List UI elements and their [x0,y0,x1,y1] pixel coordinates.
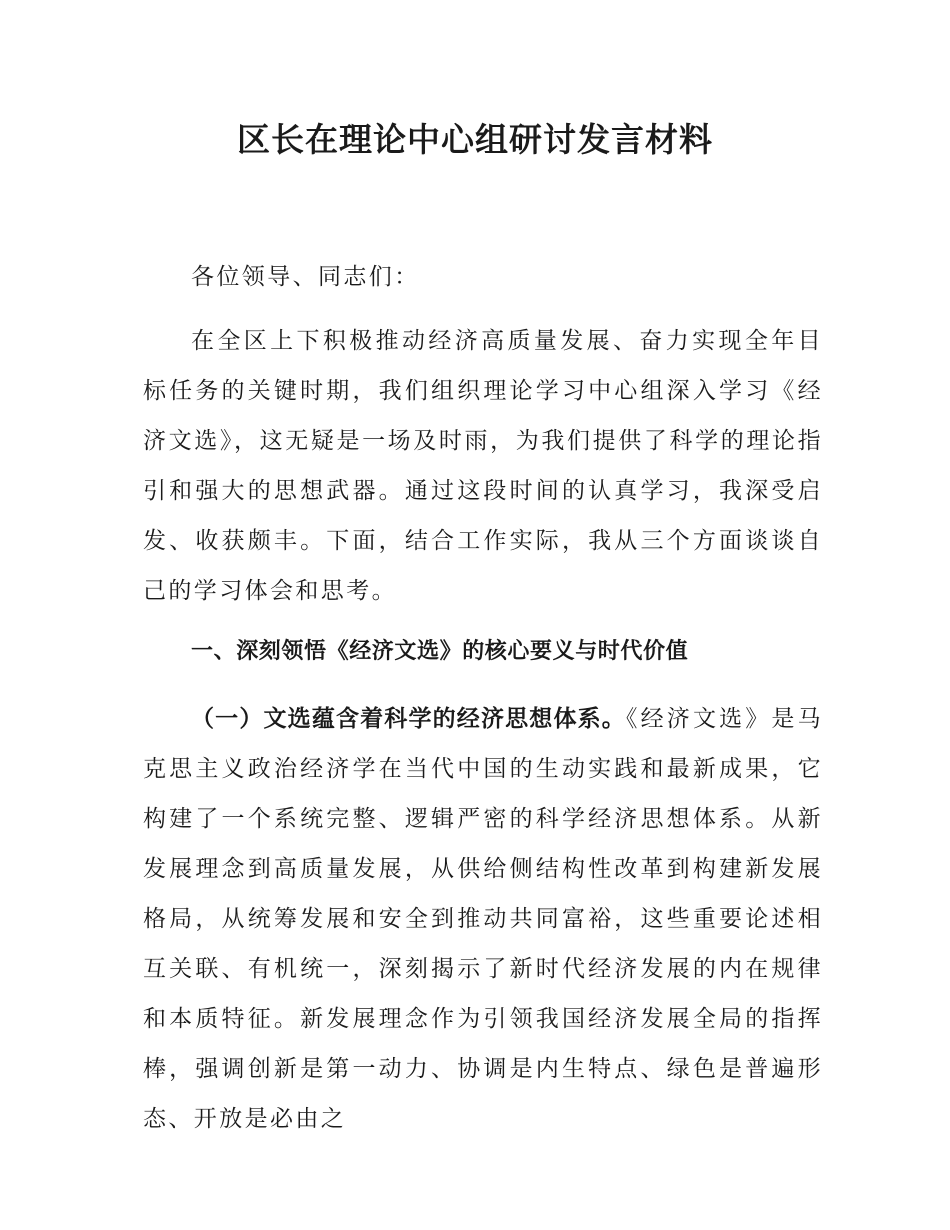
subsection-paragraph-1 [143,694,823,1144]
salutation: 各位领导、同志们： [191,264,420,290]
subsection-heading-1: （一）文选蕴含着科学的经济思想体系。 [191,706,626,732]
document-title: 区长在理论中心组研讨发言材料 [237,120,713,159]
intro-paragraph: 在全区上下积极推动经济高质量发展、奋力实现全年目标任务的关键时期，我们组织理论学习中心组深入学习《经济文选》，这无疑是一场及时雨，为我们提供了科学的理论指引和强大的思想武器。通过这段时间的认真学习，我深受启发、收获颇丰。下面，结合工作实际，我从三个方面谈谈自己的学习体会和思考。 [143,328,823,604]
section-heading-1: 一、深刻领悟《经济文选》的核心要义与时代价值 [191,639,689,664]
subsection-text-1: 《经济文选》是马克思主义政治经济学在当代中国的生动实践和最新成果，它构建了一个系统完整、逻辑严密的科学经济思想体系。从新发展理念到高质量发展，从供给侧结构性改革到构建新发展格局，从统筹发展和安全到推动共同富裕，这些重要论述相互关联、有机统一，深刻揭示了新时代经济发展的内在规律和本质特征。新发展理念作为引领我国经济发展全局的指挥棒，强调创新是第一动力、协调是内生特点、绿色是普遍形态、开放是必由之 [143,706,823,1132]
